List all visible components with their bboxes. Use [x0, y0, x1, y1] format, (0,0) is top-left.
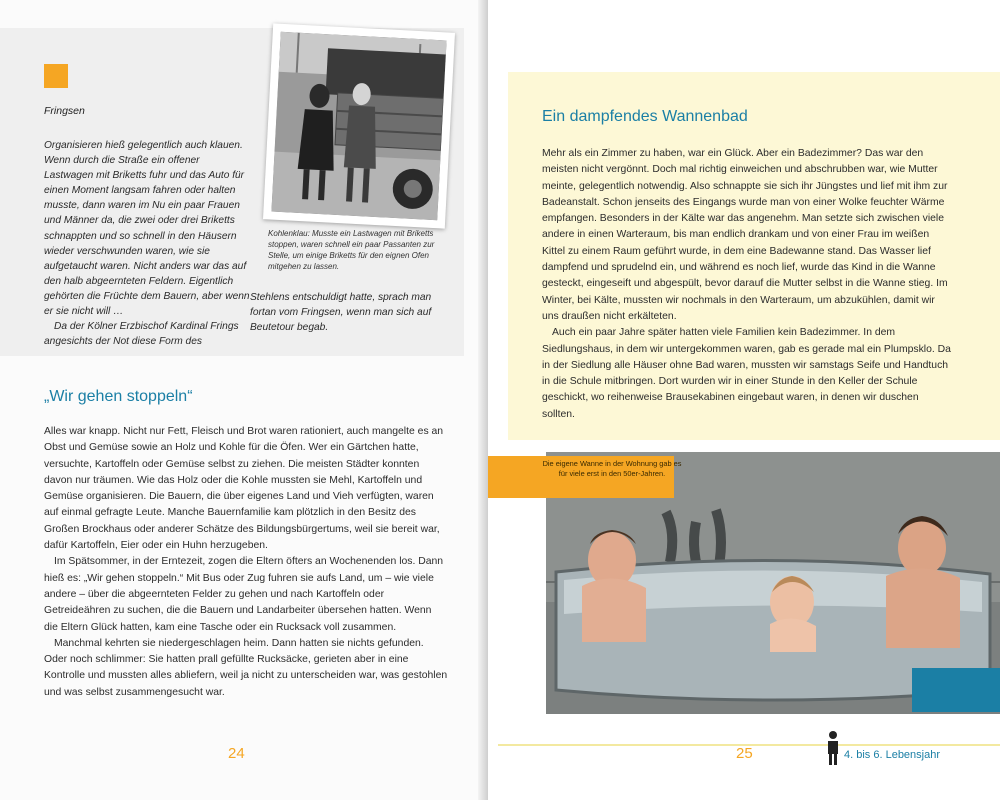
coal-theft-illustration: [271, 32, 446, 220]
body-text: [44, 424, 448, 701]
sidebar-continuation: Stehlens entschuldigt hatte, sprach man fortan vom Fringsen, wenn man sich auf Beutetour begab.: [250, 292, 432, 334]
left-page: [0, 0, 488, 800]
sidebar-title: Fringsen: [44, 105, 85, 117]
page-number: 24: [228, 745, 245, 762]
paragraph: Im Spätsommer, in der Erntezeit, zogen die Eltern öfters an Wochenenden los. Dann hieß es: „Wir gehen stoppeln.“ Mit Bus oder Zug fuhren sie aufs Land, um – wie viele andere – über die abgeernteten Felder zu gehen und nach Kartoffeln oder Getreideähren zu suchen, die die Bauern und Landarbeiter übersehen hatten. Wenn die Eltern Glück hatten, kam eine Tasche oder ein Rucksack voll zusammen.: [44, 556, 444, 633]
right-page: [488, 0, 1000, 800]
photo-caption: Kohlenklau: Musste ein Lastwagen mit Briketts stoppen, waren schnell ein paar Passanten zur Stelle, um einige Briketts für den eignen Ofen mitgehen zu lassen.: [268, 229, 435, 271]
body-text: [542, 146, 954, 423]
sidebar-paragraph: Organisieren hieß gelegentlich auch klauen. Wenn durch die Straße ein offener Lastwagen mit Briketts fuhr und das Auto für einen Moment langsam fahren oder halten musste, dann waren im Nu ein paar Frauen und Männer da, die zwei oder drei Briketts schnappten und so schnell in den Häusern wieder verschwunden waren, wie sie aufgetaucht waren. Nicht anders war das auf den halb abgeernteten Feldern. Eigentlich gehörten die Früchte dem Bauern, aber wenn er sie nicht will …: [44, 140, 250, 318]
sidebar-text: [44, 138, 250, 349]
sidebar-paragraph: Da der Kölner Erzbischof Kardinal Frings angesichts der Not diese Form des: [44, 321, 239, 348]
coal-theft-photo: [263, 23, 455, 228]
paragraph: Mehr als ein Zimmer zu haben, war ein Glück. Aber ein Badezimmer? Das war den meisten nicht vergönnt. Doch mal richtig einweichen und abschrubben war, wie Mutter meinte, gelegentlich notwendig. Also schnappte sie sich ihr Jüngstes und lief mit ihm zur Badeanstalt. Schon jenseits des Eingangs wurde man von einer Wolke feuchter Wärme empfangen. Besonders in der Kälte war das angenehm. Man setzte sich zwischen viele andere in einen Warteraum, bis man endlich drankam und von einer Frau im weißen Kittel zu einem Raum geführt wurde, in dem eine Badewanne stand. Das Wasser lief dampfend und sprudelnd ein, und während es noch lief, wurde das Kind in die Wanne gesteckt, eingeseift und abgespült, bevor darauf die Mutter selbst in die Wanne stieg. Im Winter, bei Kälte, mussten wir nochmals in den Warteraum, um abzukühlen, damit wir uns draußen nicht erkälteten.: [542, 148, 948, 322]
paragraph: Auch ein paar Jahre später hatten viele Familien kein Badezimmer. In dem Siedlungshaus, in dem wir untergekommen waren, gab es gerade mal ein Plumpsklo. Da in der Siedlung alle Häuser ohne Bad waren, mussten wir samstags Seife und Handtuch in die Schule mitbringen. Dort wurden wir in einer Stunde in den Keller der Schule geschickt, wo reihenweise Brausekabinen eingebaut waren, in denen wir duschen sollten.: [542, 327, 951, 420]
chapter-label: 4. bis 6. Lebensjahr: [844, 749, 941, 761]
section-heading: „Wir gehen stoppeln“: [44, 388, 193, 405]
page-number: 25: [736, 745, 753, 762]
photo-caption: Die eigene Wanne in der Wohnung gab es für viele erst in den 50er-Jahren.: [542, 459, 682, 478]
blue-accent-block: [912, 668, 1000, 712]
bw-photo: [271, 32, 446, 220]
paragraph: Alles war knapp. Nicht nur Fett, Fleisch und Brot waren rationiert, auch mangelte es an Obst und Gemüse sowie an Holz und Kohle für die Öfen. Wer ein Gärtchen hatte, versuchte, Kartoffeln oder Gemüse selbst zu ziehen. Die meisten Städter konnten davon nur träumen. Wie das Holz oder die Kohle mussten sie Mehl, Kartoffeln und Gemüse organisieren. Die Bauern, die über eigenes Land und Vieh verfügten, waren auf einmal gefragte Leute. Manche Bauernfamilie kam plötzlich in den Besitz des Großen Brockhaus oder anderer Schätze des Bildungsbürgertums, weil sie bereit war, dafür Kartoffeln, Eier oder ein Huhn herzugeben.: [44, 426, 444, 552]
section-heading: Ein dampfendes Wannenbad: [542, 108, 748, 125]
paragraph: Manchmal kehrten sie niedergeschlagen heim. Dann hatten sie nichts gefunden. Oder noch schlimmer: Sie hatten prall gefüllte Rucksäcke, gerieten aber in eine Kontrolle und mussten alles abliefern, weil ja nicht zu unterscheiden war, was gestohlen und was selbst zusammengesucht war.: [44, 637, 448, 698]
orange-square-marker: [44, 64, 68, 88]
child-figure-icon: [826, 730, 840, 766]
